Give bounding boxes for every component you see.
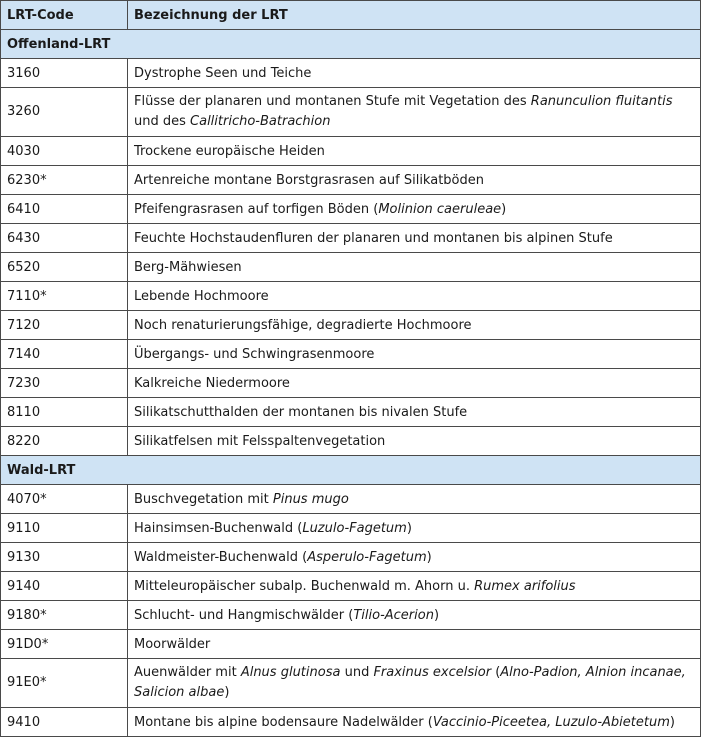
table-row bbox=[1, 282, 701, 311]
lrt-name-cell: Pfeifengrasrasen auf torfigen Böden (Molinion caeruleae) bbox=[128, 195, 701, 224]
lrt-code-cell: 4070* bbox=[1, 485, 128, 514]
table-row bbox=[1, 572, 701, 601]
lrt-code-cell: 3260 bbox=[1, 88, 128, 137]
table-row bbox=[1, 59, 701, 88]
latin-name: Rumex arifolius bbox=[474, 578, 576, 594]
section-title: Offenland-LRT bbox=[1, 30, 701, 59]
table-row bbox=[1, 659, 701, 708]
lrt-name-cell: Übergangs- und Schwingrasenmoore bbox=[128, 340, 701, 369]
latin-name: Vaccinio-Piceetea, Luzulo-Abietetum bbox=[432, 714, 670, 730]
latin-name: Asperulo-Fagetum bbox=[307, 549, 427, 565]
lrt-code-cell: 8220 bbox=[1, 427, 128, 456]
lrt-name-cell: Flüsse der planaren und montanen Stufe mit Vegetation des Ranunculion fluitantis und des Callitricho-Batrachion bbox=[128, 88, 701, 137]
lrt-name-cell: Mitteleuropäischer subalp. Buchenwald m. Ahorn u. Rumex arifolius bbox=[128, 572, 701, 601]
table-row bbox=[1, 485, 701, 514]
latin-name: Alno-Padion, Alnion incanae, Salicion albae bbox=[134, 665, 686, 700]
table-row bbox=[1, 195, 701, 224]
lrt-code-cell: 9130 bbox=[1, 543, 128, 572]
lrt-name-cell: Hainsimsen-Buchenwald (Luzulo-Fagetum) bbox=[128, 514, 701, 543]
section-row bbox=[1, 30, 701, 59]
lrt-name-cell: Auenwälder mit Alnus glutinosa und Fraxinus excelsior (Alno-Padion, Alnion incanae, Salicion albae) bbox=[128, 659, 701, 708]
lrt-code-cell: 8110 bbox=[1, 398, 128, 427]
latin-name: Callitricho-Batrachion bbox=[190, 114, 331, 129]
lrt-code-cell: 91D0* bbox=[1, 630, 128, 659]
header-lrt-code: LRT-Code bbox=[1, 1, 128, 30]
table-row bbox=[1, 630, 701, 659]
table-row bbox=[1, 311, 701, 340]
lrt-code-cell: 6520 bbox=[1, 253, 128, 282]
table-row bbox=[1, 543, 701, 572]
lrt-name-cell: Waldmeister-Buchenwald (Asperulo-Fagetum) bbox=[128, 543, 701, 572]
table-row bbox=[1, 398, 701, 427]
lrt-code-cell: 9410 bbox=[1, 708, 128, 737]
latin-name: Ranunculion fluitantis bbox=[530, 94, 673, 109]
lrt-name-cell: Berg-Mähwiesen bbox=[128, 253, 701, 282]
table-row bbox=[1, 137, 701, 166]
section-title: Wald-LRT bbox=[1, 456, 701, 485]
table-row bbox=[1, 601, 701, 630]
lrt-code-cell: 6230* bbox=[1, 166, 128, 195]
latin-name: Pinus mugo bbox=[272, 491, 349, 507]
lrt-code-cell: 7120 bbox=[1, 311, 128, 340]
table-row bbox=[1, 427, 701, 456]
table-row bbox=[1, 224, 701, 253]
lrt-name-cell: Lebende Hochmoore bbox=[128, 282, 701, 311]
lrt-name-cell: Noch renaturierungsfähige, degradierte Hochmoore bbox=[128, 311, 701, 340]
lrt-code-cell: 6410 bbox=[1, 195, 128, 224]
lrt-name-cell: Kalkreiche Niedermoore bbox=[128, 369, 701, 398]
lrt-name-cell: Montane bis alpine bodensaure Nadelwälder (Vaccinio-Piceetea, Luzulo-Abietetum) bbox=[128, 708, 701, 737]
table-row bbox=[1, 708, 701, 737]
lrt-code-cell: 3160 bbox=[1, 59, 128, 88]
header-lrt-name: Bezeichnung der LRT bbox=[128, 1, 701, 30]
table-header-row bbox=[1, 1, 701, 30]
table-row bbox=[1, 166, 701, 195]
section-row bbox=[1, 456, 701, 485]
lrt-name-cell: Feuchte Hochstaudenfluren der planaren und montanen bis alpinen Stufe bbox=[128, 224, 701, 253]
table-row bbox=[1, 88, 701, 137]
lrt-name-cell: Moorwälder bbox=[128, 630, 701, 659]
lrt-code-cell: 9180* bbox=[1, 601, 128, 630]
lrt-code-cell: 7140 bbox=[1, 340, 128, 369]
lrt-code-cell: 7110* bbox=[1, 282, 128, 311]
latin-name: Tilio-Acerion bbox=[353, 607, 434, 623]
lrt-code-cell: 9140 bbox=[1, 572, 128, 601]
table-row bbox=[1, 514, 701, 543]
lrt-name-cell: Silikatschutthalden der montanen bis nivalen Stufe bbox=[128, 398, 701, 427]
lrt-name-cell: Silikatfelsen mit Felsspaltenvegetation bbox=[128, 427, 701, 456]
table-row bbox=[1, 369, 701, 398]
latin-name: Molinion caeruleae bbox=[378, 201, 502, 217]
table-row bbox=[1, 340, 701, 369]
lrt-code-cell: 91E0* bbox=[1, 659, 128, 708]
lrt-name-cell: Trockene europäische Heiden bbox=[128, 137, 701, 166]
latin-name: Fraxinus excelsior bbox=[373, 665, 492, 680]
latin-name: Alnus glutinosa bbox=[240, 665, 341, 680]
lrt-code-cell: 6430 bbox=[1, 224, 128, 253]
lrt-name-cell: Schlucht- und Hangmischwälder (Tilio-Acerion) bbox=[128, 601, 701, 630]
lrt-name-cell: Buschvegetation mit Pinus mugo bbox=[128, 485, 701, 514]
table-row bbox=[1, 253, 701, 282]
table-body bbox=[1, 30, 701, 737]
lrt-name-cell: Artenreiche montane Borstgrasrasen auf Silikatböden bbox=[128, 166, 701, 195]
lrt-name-cell: Dystrophe Seen und Teiche bbox=[128, 59, 701, 88]
latin-name: Luzulo-Fagetum bbox=[302, 520, 407, 536]
lrt-code-cell: 4030 bbox=[1, 137, 128, 166]
lrt-code-cell: 7230 bbox=[1, 369, 128, 398]
lrt-code-cell: 9110 bbox=[1, 514, 128, 543]
